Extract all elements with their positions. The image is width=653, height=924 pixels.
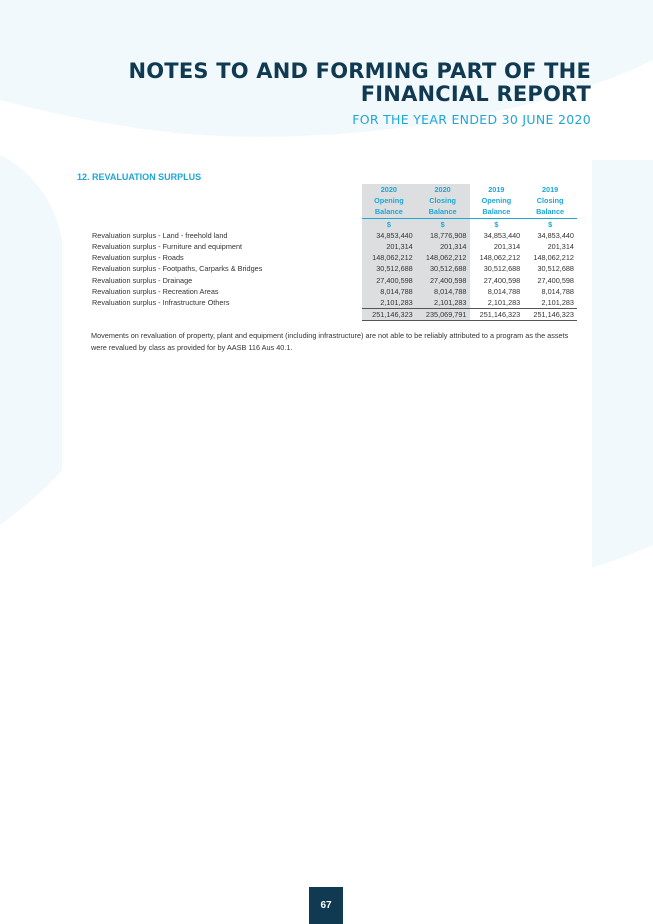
cell-value: 30,512,688 [362, 263, 416, 274]
total-value: 251,146,323 [470, 309, 524, 321]
cell-value: 2,101,283 [416, 297, 470, 309]
cell-value: 27,400,598 [537, 275, 574, 285]
cell-value: 27,400,598 [416, 275, 470, 286]
cell-value: 2,101,283 [541, 297, 574, 307]
cell-value: 34,853,440 [362, 230, 416, 241]
total-value: 235,069,791 [416, 309, 470, 321]
cell-value: 8,014,788 [362, 286, 416, 297]
row-label: Revaluation surplus - Recreation Areas [92, 286, 219, 296]
cell-value: 30,512,688 [537, 264, 574, 274]
row-label: Revaluation surplus - Footpaths, Carparks & Bridges [92, 264, 263, 274]
column-header-balance: Balance [482, 207, 511, 217]
column-header-type: Closing [536, 196, 564, 206]
column-unit: $ [523, 218, 577, 230]
row-label: Revaluation surplus - Drainage [92, 275, 193, 285]
table-row [90, 230, 577, 241]
column-header-year: 2020 [362, 184, 416, 195]
column-header-balance: Balance [536, 207, 565, 217]
page-title-line2: FINANCIAL REPORT [360, 82, 591, 106]
cell-value: 34,853,440 [483, 230, 521, 240]
cell-value: 148,062,212 [416, 252, 470, 263]
cell-value: 2,101,283 [487, 297, 521, 307]
cell-value: 148,062,212 [479, 253, 521, 263]
table-units-row [90, 218, 577, 230]
column-header-type: Opening [362, 195, 416, 206]
cell-value: 148,062,212 [533, 253, 574, 263]
table-header-row-type [90, 195, 577, 206]
column-header-type: Closing [416, 195, 470, 206]
table-header-row-year [90, 184, 577, 195]
cell-value: 34,853,440 [537, 230, 574, 240]
page-number: 67 [309, 887, 343, 924]
cell-value: 18,776,908 [416, 230, 470, 241]
total-value: 251,146,323 [362, 309, 416, 321]
cell-value: 30,512,688 [483, 264, 521, 274]
row-label: Revaluation surplus - Furniture and equipment [92, 242, 243, 252]
page-title-line1: NOTES TO AND FORMING PART OF THE [128, 59, 591, 83]
table-row [90, 263, 577, 274]
column-unit: $ [470, 218, 524, 230]
table-row [90, 297, 577, 309]
column-header-year: 2020 [416, 184, 470, 195]
page-subtitle: FOR THE YEAR ENDED 30 JUNE 2020 [352, 112, 591, 127]
cell-value: 8,014,788 [416, 286, 470, 297]
row-label: Revaluation surplus - Infrastructure Others [92, 298, 230, 308]
column-header-type: Opening [481, 196, 512, 206]
column-header-year: 2019 [488, 185, 505, 195]
column-header-year: 2019 [542, 185, 559, 195]
column-header-balance: Balance [416, 206, 470, 218]
row-label: Revaluation surplus - Roads [92, 253, 184, 263]
table-row [90, 252, 577, 263]
column-header-balance: Balance [362, 206, 416, 218]
cell-value: 27,400,598 [483, 275, 521, 285]
cell-value: 201,314 [416, 241, 470, 252]
row-label: Revaluation surplus - Land - freehold land [92, 230, 228, 240]
cell-value: 148,062,212 [362, 252, 416, 263]
column-unit: $ [362, 218, 416, 230]
total-value: 251,146,323 [523, 309, 577, 321]
column-unit: $ [416, 218, 470, 230]
table-total-row [90, 309, 577, 321]
cell-value: 201,314 [547, 242, 574, 252]
cell-value: 8,014,788 [541, 286, 574, 296]
table-row [90, 286, 577, 297]
page-title [128, 60, 591, 106]
cell-value: 30,512,688 [416, 263, 470, 274]
table-header-row-balance [90, 206, 577, 218]
note-paragraph: Movements on revaluation of property, plant and equipment (including infrastructure) are not able to be reliably attributed to a program as the assets were revalued by class as provided for by AASB 116 Aus 40.1. [91, 331, 569, 352]
revaluation-surplus-table [90, 184, 577, 321]
cell-value: 2,101,283 [362, 297, 416, 309]
cell-value: 201,314 [493, 242, 521, 252]
section-heading: 12. REVALUATION SURPLUS [77, 172, 202, 182]
table-row [90, 241, 577, 252]
table-row [90, 275, 577, 286]
cell-value: 27,400,598 [362, 275, 416, 286]
cell-value: 8,014,788 [487, 286, 521, 296]
cell-value: 201,314 [362, 241, 416, 252]
